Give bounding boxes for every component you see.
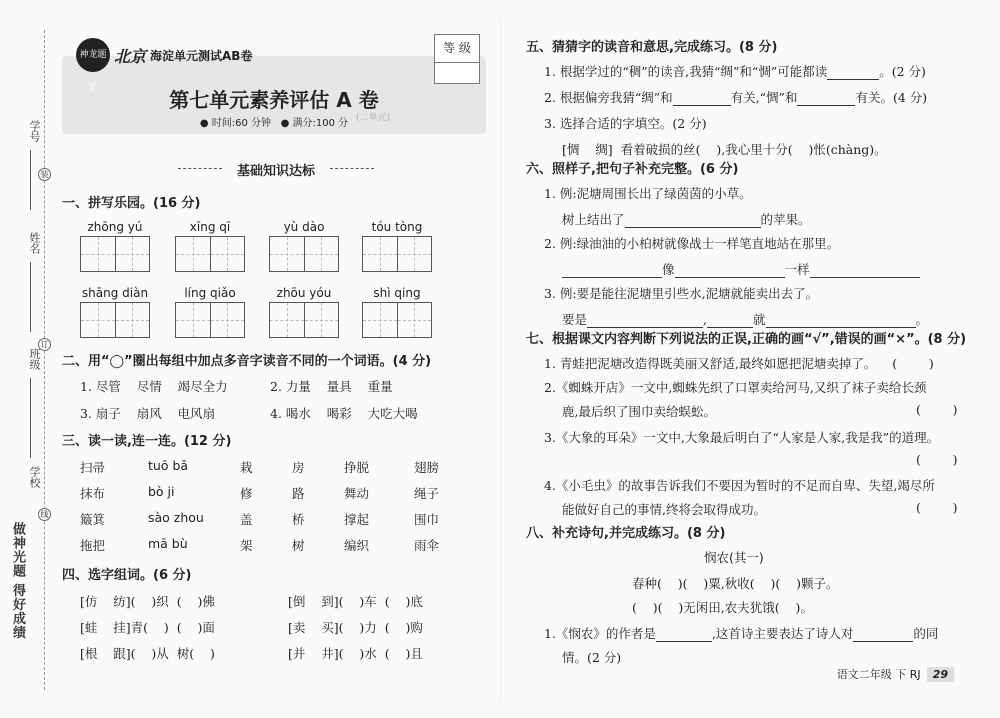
binding-strip [0,0,58,718]
brand-name: 北京 [114,46,147,66]
q2-line: 1. 尽管 尽情 竭尽全力 [80,379,228,394]
q3-word[interactable]: 抹布 [80,486,106,501]
q4-item: [仿 纺]( )织 ( )佛 [80,594,215,609]
answer-blank[interactable] [587,314,703,328]
circle-mark: 装 [38,168,51,181]
q3-word[interactable]: 簸箕 [80,512,106,527]
q7-statement: 鹿,最后织了围巾卖给蜈蚣。 [562,404,716,419]
answer-blank[interactable] [656,628,712,642]
answer-blank[interactable] [766,314,916,328]
clock-icon: ● [199,118,209,129]
q7-statement: 2.《蜘蛛开店》一文中,蜘蛛先织了口罩卖给河马,又织了袜子卖给长颈 [544,380,927,395]
subject-label: 语文二年级 下 RJ [836,668,921,681]
q3-pinyin[interactable]: bò ji [148,484,175,499]
score-icon: ● [280,118,290,129]
answer-blank[interactable] [625,214,761,228]
pinyin: líng qiǎo [184,286,236,300]
grade-box [434,34,480,84]
writing-grid[interactable] [175,302,245,338]
q3-verb[interactable]: 编织 [344,538,370,553]
q3-object[interactable]: 绳子 [414,486,440,501]
q2-title: 二、用“◯”圈出每组中加点多音字读音不同的一个词语。(4 分) [62,354,432,369]
answer-blank[interactable] [810,264,920,278]
q3-object[interactable]: 雨伞 [414,538,440,553]
q1-title: 一、拼写乐园。(16 分) [62,196,201,211]
answer-paren[interactable]: ( ) [916,402,958,417]
q6-line: 像 一样 [562,260,920,278]
q5-line: [惆 绸] 看着破损的丝( ),我心里十分( )怅(chàng)。 [562,142,887,157]
pinyin: zhōu yóu [276,286,332,300]
name-label: 姓名 [28,232,41,254]
q3-verb[interactable]: 挣脱 [344,460,370,475]
q4-title: 四、选字组词。(6 分) [62,568,192,583]
poem-line: ( )( )无闲田,农夫犹饿( )。 [632,600,813,615]
q4-item: [根 跟]( )从 树( ) [80,646,215,661]
q8-question: 1.《悯农》的作者是 ,这首诗主要表达了诗人对 的同 [544,626,939,641]
section-band: 基础知识达标 [178,160,374,179]
writing-grid[interactable] [175,236,245,272]
answer-blank[interactable] [853,628,913,642]
pinyin: tóu tòng [371,220,423,234]
q5-line: 3. 选择合适的字填空。(2 分) [544,116,707,131]
class-label: 班级 [28,348,41,370]
answer-paren[interactable]: ( ) [916,452,958,467]
answer-blank[interactable] [562,264,662,278]
q3-object[interactable]: 路 [292,486,305,501]
pinyin: zhōng yú [87,220,143,234]
q3-verb[interactable]: 修 [240,486,253,501]
exam-meta: ● 时间:60 分钟 ● 满分:100 分 [199,118,349,129]
cut-line [44,30,45,690]
circle-mark: 线 [38,508,51,521]
answer-blank[interactable] [707,314,753,328]
q7-statement: 4.《小毛虫》的故事告诉我们不要因为暂时的不足而自卑、失望,竭尽所 [544,478,935,493]
pinyin: shāng diàn [81,286,149,300]
pinyin: shì qing [373,286,421,300]
pinyin: xīng qī [189,220,231,234]
q7-statement: 能做好自己的事情,终将会取得成功。 [562,502,766,517]
class-line [30,378,31,458]
q3-pinyin[interactable]: tuō bǎ [148,458,189,473]
q7-statement: 3.《大象的耳朵》一文中,大象最后明白了“人家是人家,我是我”的道理。 [544,430,940,445]
q3-verb[interactable]: 盖 [240,512,253,527]
q3-object[interactable]: 桥 [292,512,305,527]
q6-line: 3. 例:要是能往泥塘里引些水,泥塘就能卖出去了。 [544,286,819,301]
name-line [30,262,31,332]
q3-pinyin[interactable]: mā bù [148,536,188,551]
grade-label: 等 级 [443,41,471,55]
q4-item: [卖 买]( )力 ( )购 [288,620,423,635]
writing-grid[interactable] [362,236,432,272]
q5-title: 五、猜猜字的读音和意思,完成练习。(8 分) [526,40,778,55]
q4-item: [倒 到]( )车 ( )底 [288,594,423,609]
q3-pinyin[interactable]: sào zhou [148,510,204,525]
q3-verb[interactable]: 栽 [240,460,253,475]
q3-verb[interactable]: 架 [240,538,253,553]
page-number: 29 [927,667,954,682]
q5-line: 1. 根据学过的“稠”的读音,我猜“绸”和“惆”可能都读 。(2 分) [544,64,926,79]
page-title: 第七单元素养评估 A 卷 [169,88,379,112]
writing-grid[interactable] [269,302,339,338]
q3-object[interactable]: 翅膀 [414,460,440,475]
page-gutter [500,20,501,700]
q4-item: [蛙 挂]青( ) ( )面 [80,620,215,635]
q3-object[interactable]: 树 [292,538,305,553]
q6-line: 1. 例:泥塘周围长出了绿茵茵的小草。 [544,186,752,201]
writing-grid[interactable] [80,302,150,338]
faint-text: (二单元) [356,113,391,123]
answer-blank[interactable] [827,66,879,80]
poem-title: 悯农(其一) [704,550,764,565]
q3-title: 三、读一读,连一连。(12 分) [62,434,232,449]
q6-line: 树上结出了 的苹果。 [562,212,811,227]
q8-title: 八、补充诗句,并完成练习。(8 分) [526,526,726,541]
page-footer [837,666,954,682]
q7-title: 七、根据课文内容判断下列说法的正误,正确的画“√”,错误的画“×”。(8 分) [526,332,967,347]
series-name: 海淀单元测试AB卷 [150,48,253,63]
brand [76,38,253,94]
q3-verb[interactable]: 撑起 [344,512,370,527]
q6-line: 2. 例:绿油油的小柏树就像战士一样笔直地站在那里。 [544,236,840,251]
q2-line: 4. 喝水 喝彩 大吃大喝 [270,406,418,421]
answer-blank[interactable] [797,92,855,106]
writing-grid[interactable] [362,302,432,338]
poem-line: 春种( )( )粟,秋收( )( )颗子。 [632,576,839,591]
q8-question: 情。(2 分) [562,650,622,665]
student-id-line [30,150,31,210]
q4-item: [并 井]( )水 ( )且 [288,646,423,661]
writing-grid[interactable] [80,236,150,272]
q3-object[interactable]: 围巾 [414,512,440,527]
q6-title: 六、照样子,把句子补充完整。(6 分) [526,162,739,177]
circle-mark: 订 [38,338,51,351]
pinyin: yù dào [283,220,325,234]
student-id-label: 学号 [28,120,41,142]
q5-line: 2. 根据偏旁我猜“绸”和 有关,“惆”和 有关。(4 分) [544,90,928,105]
answer-blank[interactable] [673,92,731,106]
q3-verb[interactable]: 舞动 [344,486,370,501]
q7-statement: 1. 青蛙把泥塘改造得既美丽又舒适,最终如愿把泥塘卖掉了。 ( ) [544,356,934,371]
school-label: 学校 [28,466,41,488]
q3-word[interactable]: 扫帚 [80,460,106,475]
q2-line: 2. 力量 量具 重量 [270,379,393,394]
q3-word[interactable]: 拖把 [80,538,106,553]
q6-line: 要是 , 就 。 [562,312,929,327]
brand-logo: 神龙题系 [76,38,110,72]
q3-object[interactable]: 房 [292,460,305,475]
motto: 做神光题 得好成绩 [10,522,25,640]
answer-paren[interactable]: ( ) [916,500,958,515]
writing-grid[interactable] [269,236,339,272]
answer-blank[interactable] [675,264,785,278]
q2-line: 3. 扇子 扇风 电风扇 [80,406,216,421]
